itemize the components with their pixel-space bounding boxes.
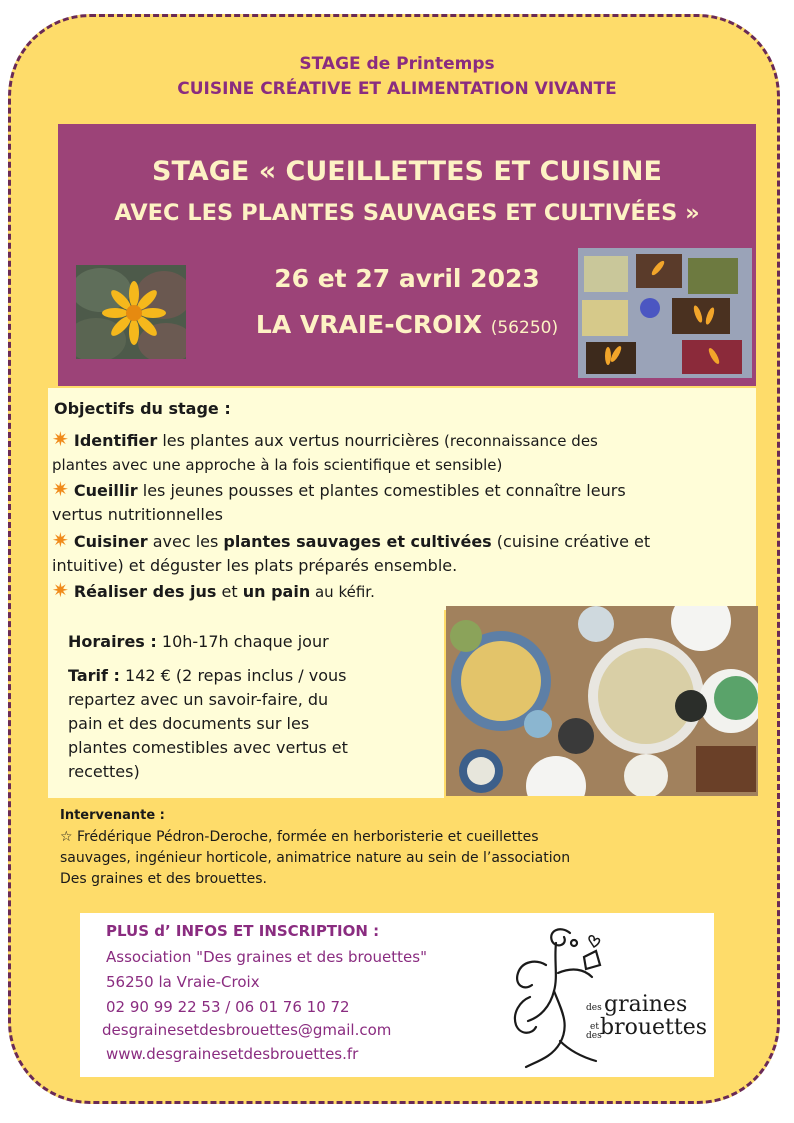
hours-value: 10h-17h chaque jour — [156, 632, 329, 651]
logo-word-brouettes: brouettes — [600, 1015, 708, 1040]
banner-date: 26 et 27 avril 2023 — [274, 264, 540, 293]
flower-photo — [76, 265, 186, 359]
contact-box — [80, 913, 714, 1077]
association-logo — [500, 921, 708, 1073]
objective-3-text: avec les — [147, 532, 224, 551]
sun-icon: ✷ — [52, 528, 69, 552]
food-table-photo — [446, 606, 758, 796]
objective-item-3 — [52, 528, 752, 578]
speaker-line: ☆ Frédérique Pédron-Deroche, formée en herboristerie et cueillettes — [60, 829, 539, 845]
objective-4-bold: Réaliser des jus — [73, 582, 217, 601]
objective-4-small: au kéfir. — [310, 583, 375, 601]
contact-heading: PLUS d’ INFOS ET INSCRIPTION : — [106, 922, 380, 940]
speaker-heading: Intervenante : — [60, 808, 165, 823]
objective-3-bold2: plantes sauvages et cultivées — [223, 532, 492, 551]
title-banner — [58, 124, 756, 386]
canapes-photo — [578, 248, 752, 378]
flyer-header — [0, 52, 794, 102]
logo-word-des-2: des — [586, 1031, 602, 1041]
logo-word-et: et — [590, 1022, 599, 1032]
speaker-line: sauvages, ingénieur horticole, animatrice nature au sein de l’association — [60, 850, 571, 866]
contact-website[interactable]: www.desgrainesetdesbrouettes.fr — [106, 1045, 359, 1063]
objective-3-small: (cuisine créative et — [491, 532, 651, 551]
header-line-1: STAGE de Printemps — [299, 54, 495, 74]
sun-icon: ✷ — [52, 578, 69, 602]
objective-2-line2: vertus nutritionnelles — [52, 505, 224, 524]
banner-postcode: (56250) — [490, 318, 559, 338]
sun-icon: ✷ — [52, 427, 69, 451]
objective-4-text: et — [216, 582, 243, 601]
banner-place: LA VRAIE-CROIX — [255, 310, 483, 339]
price-line: repartez avec un savoir-faire, du — [68, 690, 329, 709]
speaker-text — [60, 827, 700, 890]
objective-3-line2: intuitive) et déguster les plats préparés ensemble. — [52, 556, 458, 575]
hours-line — [68, 630, 438, 654]
contact-phone: 02 90 99 22 53 / 06 01 76 10 72 — [106, 998, 350, 1016]
banner-title-2: AVEC LES PLANTES SAUVAGES ET CULTIVÉES » — [114, 200, 700, 226]
hours-label: Horaires : — [68, 632, 157, 651]
objective-1-bold: Identifier — [73, 431, 158, 450]
price-block — [68, 664, 438, 784]
objective-1-text: les plantes aux vertus nourricières — [157, 431, 440, 450]
sun-icon: ✷ — [52, 477, 69, 501]
contact-address: 56250 la Vraie-Croix — [106, 973, 260, 991]
objective-2-text: les jeunes pousses et plantes comestibles et connaître leurs — [137, 481, 626, 500]
logo-word-graines: graines — [604, 992, 688, 1017]
objective-item-4 — [52, 578, 752, 604]
contact-email[interactable]: desgrainesetdesbrouettes@gmail.com — [102, 1021, 392, 1039]
price-value: 142 € (2 repas inclus / vous — [119, 666, 347, 685]
objective-3-bold: Cuisiner — [73, 532, 148, 551]
objective-item-2 — [52, 477, 752, 527]
objective-item-1 — [52, 427, 752, 477]
price-label: Tarif : — [68, 666, 120, 685]
contact-association: Association "Des graines et des brouettes" — [106, 948, 427, 966]
logo-word-des: des — [586, 1003, 602, 1013]
banner-title-1: STAGE « CUEILLETTES ET CUISINE — [152, 156, 662, 187]
objective-2-bold: Cueillir — [73, 481, 138, 500]
price-line: recettes) — [68, 762, 140, 781]
header-line-2: CUISINE CRÉATIVE ET ALIMENTATION VIVANTE — [177, 79, 617, 99]
wheelbarrow-figure-icon — [500, 921, 610, 1069]
objectives-heading: Objectifs du stage : — [54, 399, 231, 418]
speaker-line: Des graines et des brouettes. — [60, 871, 267, 887]
price-line: pain et des documents sur les — [68, 714, 310, 733]
objective-1-line2: plantes avec une approche à la fois scientifique et sensible) — [52, 456, 503, 474]
objective-1-small: (reconnaissance des — [439, 432, 598, 450]
objective-4-bold2: un pain — [242, 582, 311, 601]
price-line: plantes comestibles avec vertus et — [68, 738, 348, 757]
